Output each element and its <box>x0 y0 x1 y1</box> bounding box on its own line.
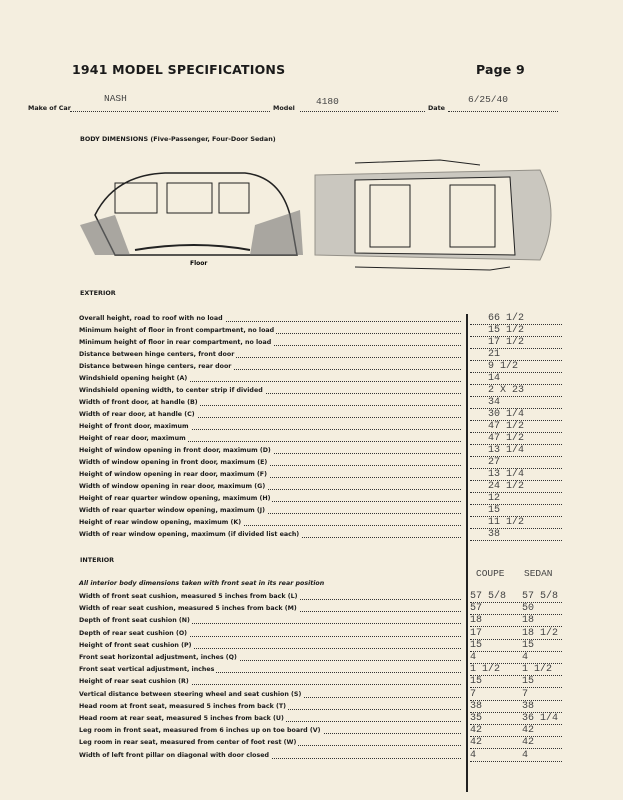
row-label: Height of rear window opening, maximum (K) <box>79 519 242 526</box>
make-line <box>70 101 270 112</box>
exterior-value: 34 <box>470 397 562 409</box>
sedan-value: 50 <box>522 603 535 615</box>
exterior-row <box>79 529 465 540</box>
interior-row <box>79 652 465 663</box>
sedan-value: 18 <box>522 615 535 627</box>
row-label: Width of rear quarter window opening, maximum (J) <box>79 507 265 514</box>
exterior-row <box>79 337 465 348</box>
interior-row <box>79 725 465 736</box>
sedan-value: 4 <box>522 749 529 761</box>
coupe-value: 4 <box>470 749 477 761</box>
row-label: Width of window opening in rear door, maximum (G) <box>79 483 266 490</box>
exterior-value: 14 <box>470 373 562 385</box>
exterior-row <box>79 349 465 360</box>
exterior-row <box>79 517 465 528</box>
row-label: Width of front seat cushion, measured 5 inches from back (L) <box>79 593 298 600</box>
row-label: Depth of front seat cushion (N) <box>79 617 190 625</box>
coupe-value: 35 <box>470 713 483 724</box>
coupe-value: 57 <box>470 603 483 615</box>
row-label: Distance between hinge centers, rear door <box>79 363 232 370</box>
sedan-value: 7 <box>522 688 529 700</box>
sedan-value: 42 <box>522 737 535 749</box>
exterior-row <box>79 313 465 324</box>
row-label: Width of rear door, at handle (C) <box>79 411 195 418</box>
interior-values <box>470 689 562 701</box>
interior-values <box>470 750 562 762</box>
top-view-diagram <box>310 155 565 275</box>
sedan-value: 38 <box>522 700 535 712</box>
exterior-value: 27 <box>470 457 562 469</box>
exterior-row <box>79 385 465 396</box>
sedan-value: 4 <box>522 652 529 663</box>
interior-row <box>79 689 465 700</box>
row-label: Windshield opening height (A) <box>79 375 188 382</box>
exterior-row <box>79 409 465 420</box>
interior-values <box>470 725 562 737</box>
row-label: Width of front door, at handle (B) <box>79 399 198 406</box>
interior-row <box>79 750 465 761</box>
row-label: Depth of rear seat cushion (O) <box>79 629 188 637</box>
row-label: Width of left front pillar on diagonal with door closed <box>79 751 270 759</box>
date-value: 6/25/40 <box>468 94 508 105</box>
row-label: Height of front door, maximum <box>79 423 189 430</box>
sedan-value: 18 1/2 <box>522 627 559 639</box>
exterior-title: EXTERIOR <box>80 289 116 297</box>
sedan-value: 1 1/2 <box>522 664 553 676</box>
row-label: Vertical distance between steering wheel and seat cushion (S) <box>79 690 302 698</box>
page-number: Page 9 <box>476 62 525 77</box>
model-value: 4180 <box>316 96 339 107</box>
interior-row <box>79 737 465 748</box>
row-label: Head room at front seat, measured 5 inches from back (T) <box>79 702 287 710</box>
coupe-value: 1 1/2 <box>470 664 501 676</box>
coupe-value: 42 <box>470 737 483 749</box>
row-label: Width of rear window opening, maximum (if divided list each) <box>79 531 300 538</box>
exterior-value: 30 1/4 <box>470 409 562 421</box>
side-view-diagram <box>75 155 305 275</box>
row-label: Height of window opening in front door, maximum (D) <box>79 447 271 454</box>
exterior-row <box>79 457 465 468</box>
exterior-row <box>79 493 465 504</box>
interior-row <box>79 701 465 712</box>
page-title: 1941 MODEL SPECIFICATIONS <box>72 62 286 77</box>
interior-values <box>470 664 562 676</box>
coupe-header: COUPE <box>476 568 505 579</box>
row-label: Height of rear seat cushion (R) <box>79 678 189 686</box>
date-label: Date <box>428 104 446 112</box>
interior-row <box>79 615 465 626</box>
coupe-value: 42 <box>470 725 483 737</box>
interior-row <box>79 676 465 687</box>
row-label: Overall height, road to roof with no load <box>79 315 223 322</box>
exterior-row <box>79 469 465 480</box>
exterior-value: 66 1/2 <box>470 313 562 325</box>
row-label: Width of rear seat cushion, measured 5 inches from back (M) <box>79 605 297 613</box>
interior-values <box>470 701 562 713</box>
row-label: Windshield opening width, to center strip if divided <box>79 387 263 394</box>
floor-label: Floor <box>190 260 208 267</box>
exterior-value: 21 <box>470 349 562 361</box>
exterior-value: 2 X 23 <box>470 385 562 397</box>
sedan-header: SEDAN <box>524 568 553 579</box>
interior-row <box>79 591 465 602</box>
exterior-value: 9 1/2 <box>470 361 562 373</box>
row-label: Head room at rear seat, measured 5 inches from back (U) <box>79 715 284 722</box>
coupe-value: 15 <box>470 676 483 688</box>
coupe-value: 4 <box>470 652 477 663</box>
interior-values <box>470 591 562 603</box>
interior-row <box>79 628 465 639</box>
coupe-value: 38 <box>470 700 483 712</box>
exterior-row <box>79 505 465 516</box>
exterior-row <box>79 481 465 492</box>
exterior-row <box>79 397 465 408</box>
row-label: Height of rear quarter window opening, maximum (H) <box>79 495 271 502</box>
row-label: Height of front seat cushion (P) <box>79 641 192 649</box>
coupe-value: 15 <box>470 639 483 651</box>
interior-values <box>470 676 562 688</box>
column-divider <box>466 314 468 792</box>
coupe-value: 17 <box>470 627 483 639</box>
exterior-value: 15 <box>470 505 562 517</box>
coupe-value: 7 <box>470 688 477 700</box>
exterior-row <box>79 433 465 444</box>
exterior-value: 47 1/2 <box>470 421 562 433</box>
interior-values <box>470 713 562 725</box>
row-label: Height of window opening in rear door, maximum (F) <box>79 471 267 478</box>
exterior-value: 38 <box>470 529 562 541</box>
sedan-value: 57 5/8 <box>522 591 559 602</box>
interior-row <box>79 664 465 675</box>
interior-values <box>470 652 562 664</box>
interior-values <box>470 615 562 627</box>
coupe-value: 18 <box>470 615 483 627</box>
interior-row <box>79 640 465 651</box>
exterior-row <box>79 373 465 384</box>
exterior-value: 11 1/2 <box>470 517 562 529</box>
sedan-value: 42 <box>522 725 535 737</box>
interior-row <box>79 603 465 614</box>
row-label: Minimum height of floor in rear compartment, no load <box>79 339 272 346</box>
exterior-value: 47 1/2 <box>470 433 562 445</box>
make-label: Make of Car <box>28 104 71 112</box>
exterior-row <box>79 421 465 432</box>
row-label: Minimum height of floor in front compartment, no load <box>79 327 275 334</box>
row-label: Distance between hinge centers, front door <box>79 351 235 358</box>
body-dimensions-title: BODY DIMENSIONS (Five-Passenger, Four-Door Sedan) <box>80 135 276 143</box>
interior-values <box>470 603 562 615</box>
exterior-value: 17 1/2 <box>470 337 562 349</box>
exterior-value: 24 1/2 <box>470 481 562 493</box>
exterior-row <box>79 325 465 336</box>
model-label: Model <box>273 104 295 112</box>
interior-title: INTERIOR <box>80 556 115 564</box>
sedan-value: 15 <box>522 676 535 688</box>
interior-note: All interior body dimensions taken with front seat in its rear position <box>79 580 325 587</box>
row-label: Front seat vertical adjustment, inches <box>79 666 215 674</box>
row-label: Height of rear door, maximum <box>79 435 186 442</box>
coupe-value: 57 5/8 <box>470 591 507 602</box>
row-label: Front seat horizontal adjustment, inches (Q) <box>79 654 237 661</box>
row-label: Width of window opening in front door, maximum (E) <box>79 459 268 466</box>
interior-values <box>470 640 562 652</box>
exterior-value: 13 1/4 <box>470 469 562 481</box>
exterior-row <box>79 445 465 456</box>
row-label: Leg room in front seat, measured from 6 inches up on toe board (V) <box>79 727 321 735</box>
exterior-value: 15 1/2 <box>470 325 562 337</box>
row-label: Leg room in rear seat, measured from center of foot rest (W) <box>79 739 297 747</box>
interior-values <box>470 737 562 749</box>
exterior-value: 12 <box>470 493 562 505</box>
sedan-value: 36 1/4 <box>522 713 559 724</box>
interior-values <box>470 628 562 640</box>
interior-row <box>79 713 465 724</box>
exterior-value: 13 1/4 <box>470 445 562 457</box>
sedan-value: 15 <box>522 639 535 651</box>
make-value: NASH <box>104 93 127 104</box>
exterior-row <box>79 361 465 372</box>
